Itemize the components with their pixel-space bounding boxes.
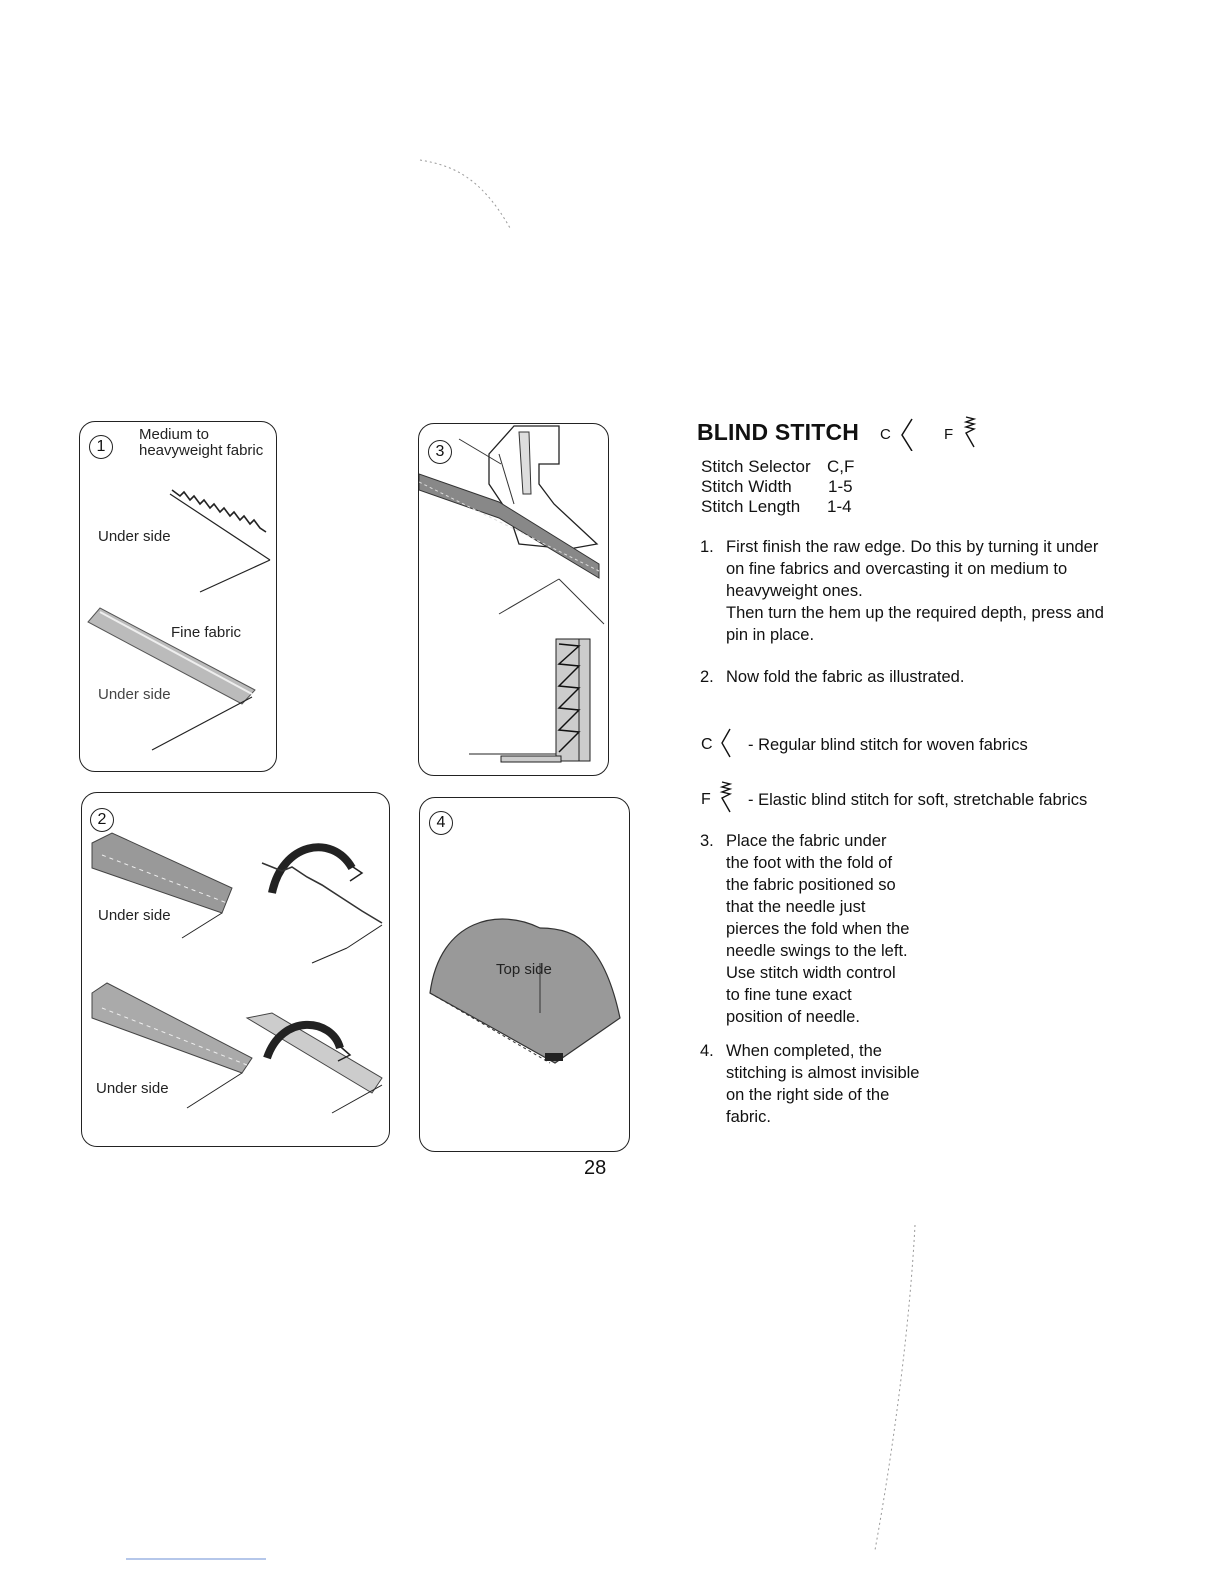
- figure-1-under-side-top: Under side: [98, 528, 171, 545]
- step-line: the fabric positioned so: [726, 876, 896, 894]
- step-line: the foot with the fold of: [726, 854, 893, 872]
- figure-1-illustration: [80, 422, 276, 771]
- step-line: to fine tune exact: [726, 986, 852, 1004]
- figure-3-illustration: [419, 424, 608, 775]
- figure-3-number: 3: [428, 440, 452, 464]
- spec-label: Stitch Length: [701, 497, 801, 516]
- step-line: fabric.: [726, 1108, 771, 1126]
- step-number: 4.: [700, 1042, 714, 1060]
- spec-stitch-selector: [701, 457, 855, 477]
- figure-4-number: 4: [429, 811, 453, 835]
- figure-1-under-side-bottom: Under side: [98, 686, 171, 703]
- step-line: needle swings to the left.: [726, 942, 908, 960]
- figure-1-heading-line1: Medium to: [139, 426, 210, 443]
- figure-1-heading-line2: heavyweight fabric: [139, 442, 264, 459]
- spec-stitch-length: [701, 497, 852, 517]
- spec-label: Stitch Selector: [701, 457, 811, 476]
- step-number: 2.: [700, 668, 714, 686]
- figure-1-panel: [79, 421, 277, 772]
- note-f-code: F: [701, 791, 711, 808]
- step-number: 1.: [700, 538, 714, 556]
- figure-2-under-side-bottom: Under side: [96, 1080, 169, 1097]
- step-line: First finish the raw edge. Do this by turning it under: [726, 538, 1099, 556]
- figure-3-panel: [418, 423, 609, 776]
- step-line: heavyweight ones.: [726, 582, 863, 600]
- note-f-stitch-icon: [716, 778, 736, 814]
- note-f-text: - Elastic blind stitch for soft, stretchable fabrics: [748, 791, 1088, 809]
- figure-1-fine-fabric: Fine fabric: [171, 624, 242, 641]
- step-line: on the right side of the: [726, 1086, 890, 1104]
- spec-stitch-width: [701, 477, 853, 497]
- spec-label: Stitch Width: [701, 477, 792, 496]
- step-line: pierces the fold when the: [726, 920, 910, 938]
- figure-2-panel: [81, 792, 390, 1147]
- figure-4-top-side: Top side: [496, 961, 552, 978]
- figure-1-number: 1: [89, 435, 113, 459]
- step-line: Place the fabric under: [726, 832, 887, 850]
- step-line: that the needle just: [726, 898, 866, 916]
- blind-stitch-c-icon: [898, 417, 920, 451]
- spec-value: C,F: [827, 457, 855, 476]
- note-c-text: - Regular blind stitch for woven fabrics: [748, 736, 1028, 754]
- figure-2-number: 2: [90, 808, 114, 832]
- title-code-c: C: [880, 426, 891, 443]
- step-line: on fine fabrics and overcasting it on medium to: [726, 560, 1068, 578]
- step-line: Now fold the fabric as illustrated.: [726, 668, 965, 686]
- page-number: 28: [584, 1157, 607, 1179]
- step-line: Use stitch width control: [726, 964, 896, 982]
- spec-value: 1-5: [828, 477, 853, 496]
- figure-4-panel: [419, 797, 630, 1152]
- step-line: stitching is almost invisible: [726, 1064, 920, 1082]
- section-title: BLIND STITCH: [697, 419, 860, 445]
- note-c-stitch-icon: [718, 727, 738, 759]
- title-code-f: F: [944, 426, 954, 443]
- step-line: When completed, the: [726, 1042, 882, 1060]
- elastic-blind-stitch-f-icon: [960, 413, 982, 449]
- step-line: position of needle.: [726, 1008, 860, 1026]
- step-line: pin in place.: [726, 626, 815, 644]
- figure-2-under-side-top: Under side: [98, 907, 171, 924]
- note-c-code: C: [701, 736, 713, 753]
- spec-value: 1-4: [827, 497, 852, 516]
- step-line: Then turn the hem up the required depth, press and: [726, 604, 1104, 622]
- step-number: 3.: [700, 832, 714, 850]
